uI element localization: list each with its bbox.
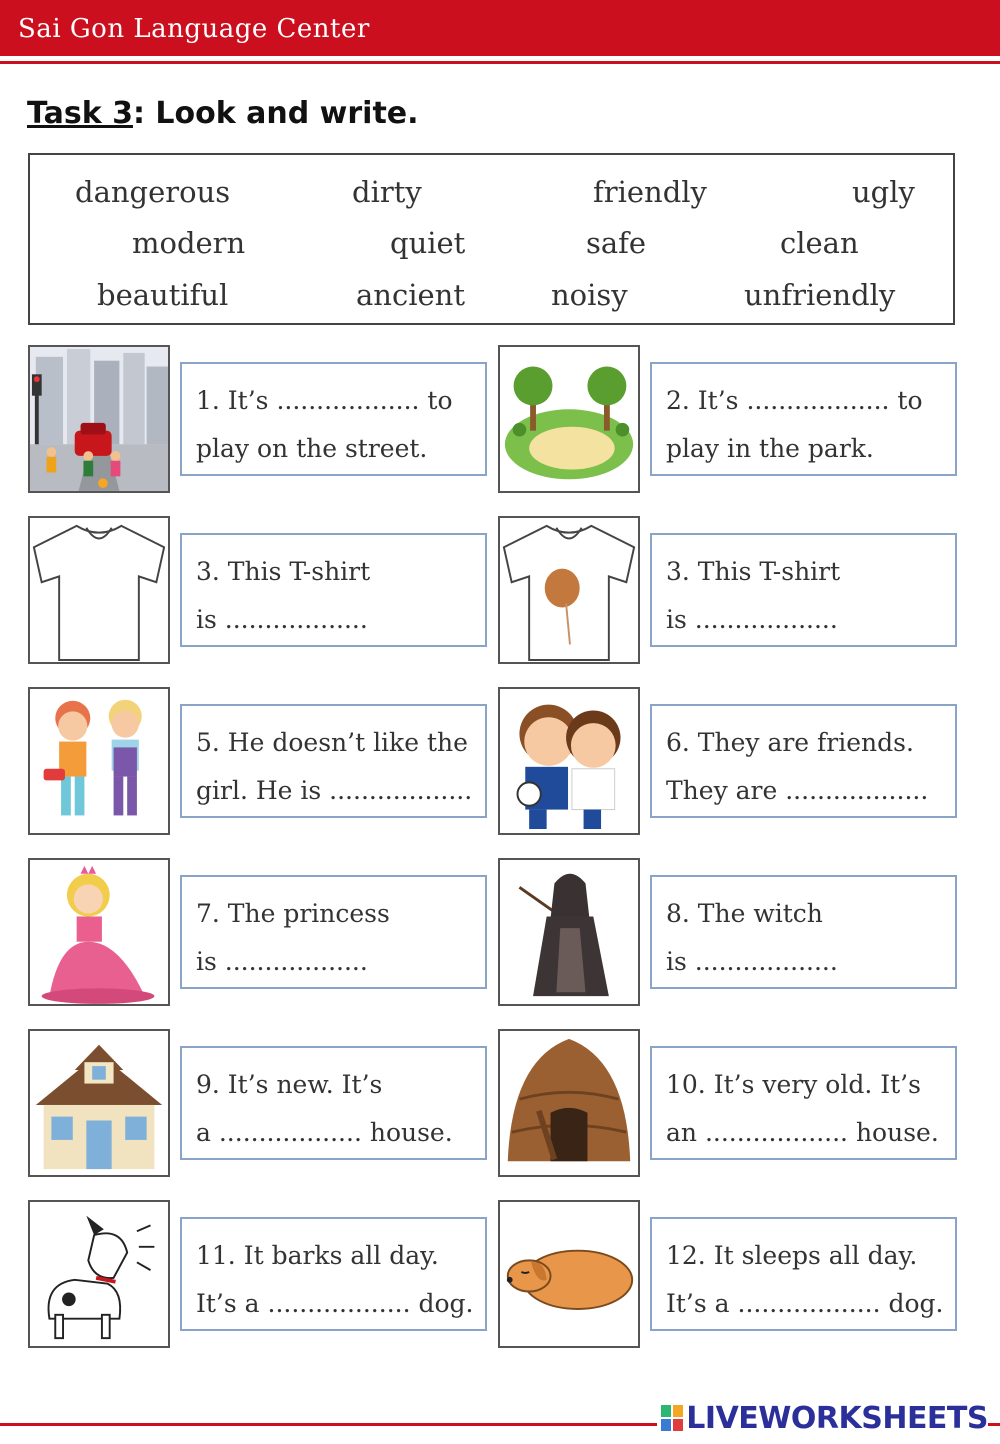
word-bank-item: safe bbox=[586, 226, 647, 260]
exercise-line: 6. They are friends. bbox=[666, 728, 914, 757]
exercise-line: an .................. house. bbox=[666, 1118, 939, 1147]
barking-dog-icon bbox=[28, 1200, 170, 1348]
exercise-line: 11. It barks all day. bbox=[196, 1241, 439, 1270]
exercise-line: 2. It’s .................. to bbox=[666, 386, 923, 415]
exercise-line: 1. It’s .................. to bbox=[196, 386, 453, 415]
exercise-line: It’s a .................. dog. bbox=[666, 1289, 944, 1318]
street-icon bbox=[28, 345, 170, 493]
exercise-line: is .................. bbox=[666, 947, 838, 976]
liveworksheets-icon bbox=[661, 1405, 683, 1431]
exercise-box bbox=[180, 1217, 487, 1331]
crying-kids-icon bbox=[28, 687, 170, 835]
task-heading bbox=[27, 96, 419, 131]
word-bank-item: dangerous bbox=[75, 175, 231, 209]
exercise-box bbox=[180, 362, 487, 476]
exercise-line: is .................. bbox=[196, 605, 368, 634]
exercise-line: 12. It sleeps all day. bbox=[666, 1241, 918, 1270]
hut-icon bbox=[498, 1029, 640, 1177]
sleeping-dog-icon bbox=[498, 1200, 640, 1348]
clean-tshirt-icon bbox=[28, 516, 170, 664]
brand-name: LIVEWORKSHEETS bbox=[686, 1401, 988, 1436]
dirty-tshirt-icon bbox=[498, 516, 640, 664]
exercise-line: They are .................. bbox=[666, 776, 929, 805]
brand-logo bbox=[657, 1401, 988, 1436]
exercise-line: 5. He doesn’t like the bbox=[196, 728, 468, 757]
word-bank-item: dirty bbox=[352, 175, 422, 209]
word-bank-item: ugly bbox=[852, 175, 915, 209]
exercise-box bbox=[180, 533, 487, 647]
friends-icon bbox=[498, 687, 640, 835]
exercise-line: girl. He is .................. bbox=[196, 776, 473, 805]
header-bar bbox=[0, 0, 1000, 56]
exercise-line: 7. The princess bbox=[196, 899, 390, 928]
task-instruction: : Look and write. bbox=[132, 96, 419, 131]
word-bank-item: clean bbox=[780, 226, 859, 260]
exercise-line: play on the street. bbox=[196, 434, 428, 463]
exercise-box bbox=[650, 704, 957, 818]
exercise-line: It’s a .................. dog. bbox=[196, 1289, 474, 1318]
word-bank-item: friendly bbox=[593, 175, 707, 209]
word-bank-item: modern bbox=[132, 226, 246, 260]
exercise-box bbox=[650, 875, 957, 989]
word-bank-item: quiet bbox=[390, 226, 466, 260]
exercise-line: 9. It’s new. It’s bbox=[196, 1070, 383, 1099]
word-bank bbox=[28, 153, 955, 325]
word-bank-item: ancient bbox=[356, 278, 465, 312]
exercise-box bbox=[180, 704, 487, 818]
exercise-line: 3. This T-shirt bbox=[196, 557, 371, 586]
exercise-line: 8. The witch bbox=[666, 899, 823, 928]
park-icon bbox=[498, 345, 640, 493]
exercise-line: 10. It’s very old. It’s bbox=[666, 1070, 921, 1099]
task-label: Task 3 bbox=[27, 96, 133, 131]
witch-icon bbox=[498, 858, 640, 1006]
exercise-line: is .................. bbox=[196, 947, 368, 976]
exercise-line: a .................. house. bbox=[196, 1118, 453, 1147]
exercise-box bbox=[650, 533, 957, 647]
exercise-box bbox=[650, 1217, 957, 1331]
exercise-box bbox=[650, 1046, 957, 1160]
princess-icon bbox=[28, 858, 170, 1006]
exercise-box bbox=[650, 362, 957, 476]
exercise-line: play in the park. bbox=[666, 434, 874, 463]
exercise-box bbox=[180, 1046, 487, 1160]
header-title: Sai Gon Language Center bbox=[18, 14, 370, 44]
exercise-line: 3. This T-shirt bbox=[666, 557, 841, 586]
house-icon bbox=[28, 1029, 170, 1177]
header-divider bbox=[0, 61, 1000, 64]
word-bank-item: noisy bbox=[551, 278, 628, 312]
exercise-box bbox=[180, 875, 487, 989]
word-bank-item: unfriendly bbox=[744, 278, 896, 312]
word-bank-item: beautiful bbox=[97, 278, 229, 312]
exercise-line: is .................. bbox=[666, 605, 838, 634]
